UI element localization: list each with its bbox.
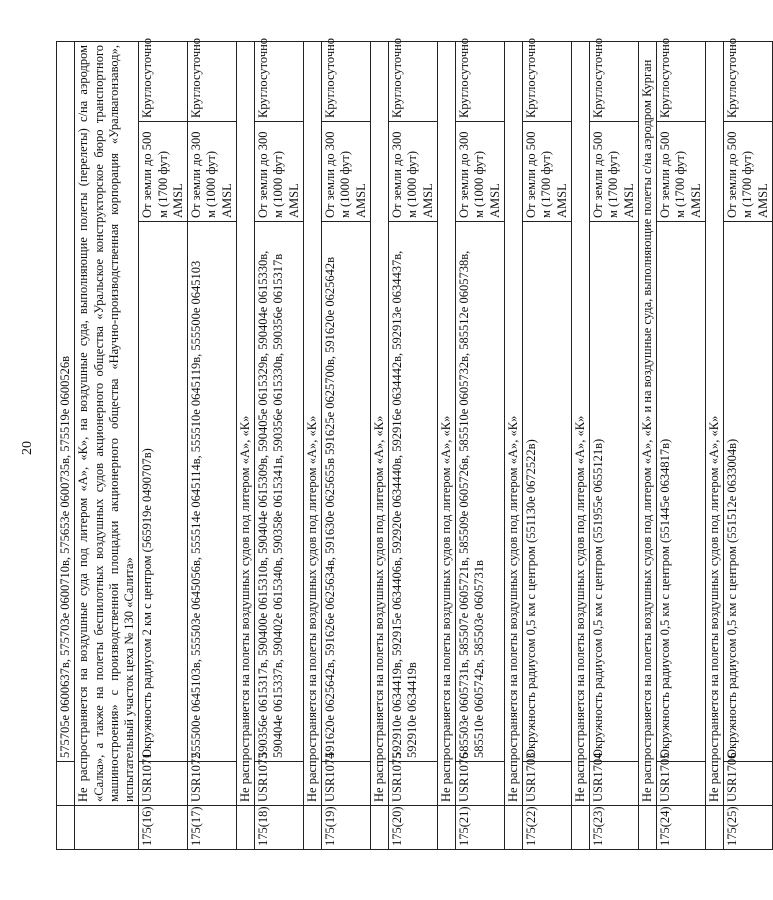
cell-empty — [303, 806, 321, 850]
table-row — [456, 41, 505, 849]
zone-code: USR1071 — [139, 762, 188, 806]
table-row — [523, 41, 572, 849]
zone-time: Круглосуточно — [523, 41, 572, 121]
table-row — [139, 41, 188, 849]
zone-code: USR1075 — [389, 762, 438, 806]
table-row — [638, 41, 656, 849]
table-row — [437, 41, 455, 849]
cell-empty — [504, 806, 522, 850]
zone-number: 175(23) — [590, 806, 639, 850]
table-row — [255, 41, 304, 849]
zone-number: 175(16) — [139, 806, 188, 850]
zone-time: Круглосуточно — [456, 41, 505, 121]
table-row — [389, 41, 438, 849]
cell-empty — [571, 806, 589, 850]
zone-description: 592910e 0634419в, 592915e 0634406в, 592920e 0634440в, 592916e 0634442в, 592913e 0634437в, 592910e 0634419в — [389, 222, 438, 762]
zone-description: Окружность радиусом 0,5 км с центром (551445e 0634817в) — [657, 222, 706, 762]
rotated-table-container — [56, 37, 770, 850]
coordinates-continuation: 575705e 0600637в, 575703e 0600710в, 575653e 0600735в, 575519e 0600526в — [57, 41, 75, 761]
zone-description: Окружность радиусом 2 км с центром (565919e 0490707в) — [139, 222, 188, 762]
cell-empty — [638, 806, 656, 850]
notice-text: Не распространяется на полеты воздушных судов под литером «А», «К» — [236, 41, 254, 805]
zone-altitude: От земли до 500 м (1700 фут) AMSL — [724, 122, 773, 222]
zone-altitude: От земли до 300 м (1000 фут) AMSL — [322, 122, 371, 222]
zone-time: Круглосуточно — [322, 41, 371, 121]
zone-altitude: От земли до 500 м (1700 фут) AMSL — [523, 122, 572, 222]
zone-number: 175(18) — [255, 806, 304, 850]
table-row — [57, 41, 75, 849]
zone-time: Круглосуточно — [590, 41, 639, 121]
zone-number: 175(24) — [657, 806, 706, 850]
zone-time: Круглосуточно — [724, 41, 773, 121]
zone-description: 590356e 0615317в, 590400e 0615310в, 590404e 0615309в, 590405e 0615329в, 590404e 0615330в, 590404e 0615337в, 590402e 0615340в, 590358e 0615341в, 590356e 0615330в, 590356e 0615317в — [255, 222, 304, 762]
cell-empty — [437, 806, 455, 850]
zone-description: Окружность радиусом 0,5 км с центром (551130e 0672522в) — [523, 222, 572, 762]
notice-text: Не распространяется на полеты воздушных судов под литером «А», «К» — [504, 41, 522, 805]
notice-text: Не распространяется на полеты воздушных судов под литером «А», «К» — [437, 41, 455, 805]
zone-time: Круглосуточно — [657, 41, 706, 121]
zone-code: USR1073 — [255, 762, 304, 806]
cell-empty — [57, 806, 75, 850]
zone-number: 175(22) — [523, 806, 572, 850]
table-row — [236, 41, 254, 849]
zone-altitude: От земли до 300 м (1000 фут) AMSL — [456, 122, 505, 222]
zone-code: USR1706 — [724, 762, 773, 806]
zone-description: 591620e 0625642в, 591626e 0625634в, 591630e 0625655в 591625e 0625700в, 591620e 0625642в — [322, 222, 371, 762]
table-row — [303, 41, 321, 849]
zone-altitude: От земли до 500 м (1700 фут) AMSL — [657, 122, 706, 222]
table-row — [657, 41, 706, 849]
zone-time: Круглосуточно — [389, 41, 438, 121]
zone-altitude: От земли до 300 м (1000 фут) AMSL — [389, 122, 438, 222]
zone-altitude: От земли до 500 м (1700 фут) AMSL — [590, 122, 639, 222]
zone-number: 175(21) — [456, 806, 505, 850]
notice-text: Не распространяется на полеты воздушных судов под литером «А», «К» — [705, 41, 723, 805]
zone-altitude: От земли до 500 м (1700 фут) AMSL — [139, 122, 188, 222]
zone-altitude: От земли до 300 м (1000 фут) AMSL — [255, 122, 304, 222]
zone-description: Окружность радиусом 0,5 км с центром (551512e 0633004в) — [724, 222, 773, 762]
notice-text: Не распространяется на воздушные суда под литером «А», «К», на воздушные суда, выполняющие полеты (перелеты) с/на аэродром «Салка», а также на полеты беспилотных воздушных судов акционерного общества «Уральское конструкторское бюро транспортного машиностроения» с производственной площадки акционерного общества «Научно-производственная корпорация «Уралвагонзавод», испытательный участок цеха № 130 «Салита» — [75, 41, 139, 805]
zone-time: Круглосуточно — [188, 41, 237, 121]
table-row — [590, 41, 639, 849]
page-number: 20 — [20, 441, 35, 455]
cell-empty — [370, 806, 388, 850]
table-row — [724, 41, 773, 849]
cell-empty — [75, 806, 139, 850]
zone-code: USR1072 — [188, 762, 237, 806]
table-row — [322, 41, 371, 849]
cell-empty — [236, 806, 254, 850]
zone-time: Круглосуточно — [255, 41, 304, 121]
zone-code: USR1705 — [657, 762, 706, 806]
cell-empty — [57, 762, 75, 806]
table-row — [75, 41, 139, 849]
notice-text: Не распространяется на полеты воздушных судов под литером «А», «К» — [303, 41, 321, 805]
cell-empty — [705, 806, 723, 850]
zone-code: USR1703 — [523, 762, 572, 806]
zone-altitude: От земли до 300 м (1000 фут) AMSL — [188, 122, 237, 222]
zone-code: USR1076 — [456, 762, 505, 806]
zone-code: USR1074 — [322, 762, 371, 806]
table-row — [571, 41, 589, 849]
zone-number: 175(17) — [188, 806, 237, 850]
airspace-zones-table — [56, 37, 773, 850]
zone-number: 175(19) — [322, 806, 371, 850]
notice-text: Не распространяется на полеты воздушных судов под литером «А», «К» — [370, 41, 388, 805]
notice-text: Не распространяется на полеты воздушных судов под литером «А», «К» и на воздушные суда, выполняющие полеты с/на аэродром Курган — [638, 41, 656, 805]
table-viewport — [56, 37, 770, 850]
zone-number: 175(20) — [389, 806, 438, 850]
zone-code: USR1704 — [590, 762, 639, 806]
zone-time: Круглосуточно — [139, 41, 188, 121]
zone-description: Окружность радиусом 0,5 км с центром (551955e 0655121в) — [590, 222, 639, 762]
zone-description: 555500e 0645103в, 555503e 0645056в, 555514e 0645114в, 555510e 0645119в, 555500e 0645103 — [188, 222, 237, 762]
table-row — [370, 41, 388, 849]
table-row — [705, 41, 723, 849]
zone-description: 585503e 0605731в, 585507e 0605721в, 585509e 0605726в, 585510e 0605732в, 585512e 0605738в, 585510e 0605742в, 585503e 0605731в — [456, 222, 505, 762]
table-row — [504, 41, 522, 849]
table-body — [57, 37, 773, 849]
table-row — [188, 41, 237, 849]
zone-number: 175(25) — [724, 806, 773, 850]
notice-text: Не распространяется на полеты воздушных судов под литером «А», «К» — [571, 41, 589, 805]
